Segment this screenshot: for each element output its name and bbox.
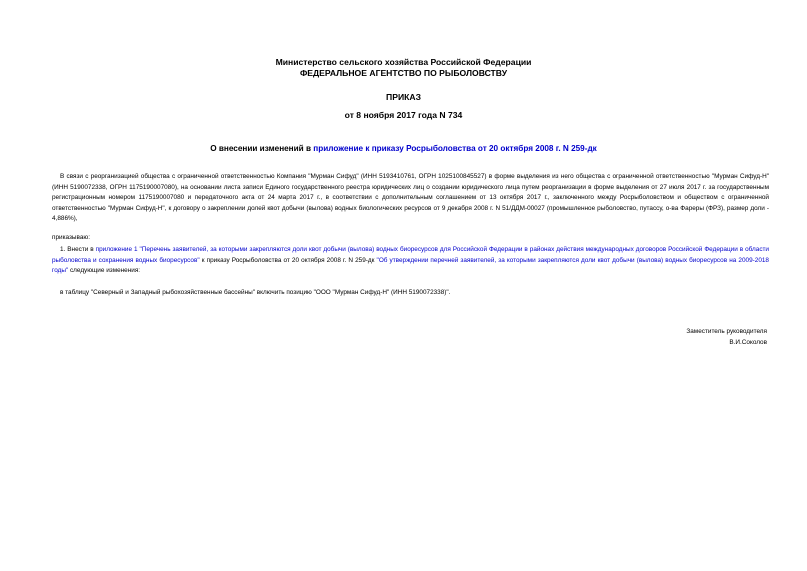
item-1-prefix: 1. Внести в <box>60 246 96 253</box>
order-title-link[interactable]: "Об утверждении перечней заявителей, за которыми закрепляются доли квот добычи (вылова) водных биоресурсов на 2009-2018 годы" <box>52 256 769 275</box>
appendix-1-link[interactable]: приложение 1 "Перечень заявителей, за которыми закрепляются доли квот добычи (вылова) водных биоресурсов для Российской Федерации в районах действия международных договоров Российской Федерации в области рыболовства и сохранения водных биоресурсов" <box>52 246 770 264</box>
title-link[interactable]: приложение к приказу Росрыболовства от 20 октября 2008 г. N 259-дк <box>313 144 597 153</box>
item-1-suffix: следующие изменения: <box>68 267 141 275</box>
document-date-number: от 8 ноября 2017 года N 734 <box>344 110 463 120</box>
item-1-detail-paragraph: в таблицу "Северный и Западный рыбохозяйственные бассейны" включить позицию "ООО "Мурман Сифуд-Н" (ИНН 5190072338)". <box>60 289 451 296</box>
preamble-paragraph: В связи с реорганизацией общества с ограниченной ответственностью Компания "Мурман Сифуд" (ИНН 5193410761, ОГРН 1025100845527) в форме выделения из него общества с ограниченной ответственностью "Мурман Сифуд-Н" (ИНН 5190072338, ОГРН 1175190007080), на основании листа записи Единого государственного реестра юридических лиц о создании юридического лица путем реорганизации в форме выделения от 27 июля 2017 г. за государственным регистрационным номером 1175190007080 и передаточного акта от 24 марта 2017 г., в соответствии с дополнительным соглашением от 13 октября 2017 г., заключенного между Росрыболовством и обществом с ограниченной ответственностью "Мурман Сифуд-Н", к договору о закреплении долей квот добычи (вылова) водных биологических ресурсов от 9 декабря 2008 г. N 51/ДДМ-00027 (промышленное рыболовство, путассу, о-ва Фареры (ФРЗ), размер доли - 4,886%), <box>52 173 769 223</box>
item-1-mid: к приказу Росрыболовства от 20 октября 2008 г. N 259-дк <box>199 256 377 264</box>
item-1-paragraph <box>52 245 769 277</box>
agency-name: ФЕДЕРАЛЬНОЕ АГЕНТСТВО ПО РЫБОЛОВСТВУ <box>299 68 508 78</box>
document-title <box>0 143 807 154</box>
signatory-position: Заместитель руководителя <box>686 328 767 335</box>
title-prefix: О внесении изменений в <box>210 144 314 153</box>
signatory-name: В.И.Соколов <box>729 339 767 346</box>
ministry-name: Министерство сельского хозяйства Российской Федерации <box>275 57 532 67</box>
order-word: приказываю: <box>52 234 90 241</box>
document-type: ПРИКАЗ <box>386 92 421 102</box>
